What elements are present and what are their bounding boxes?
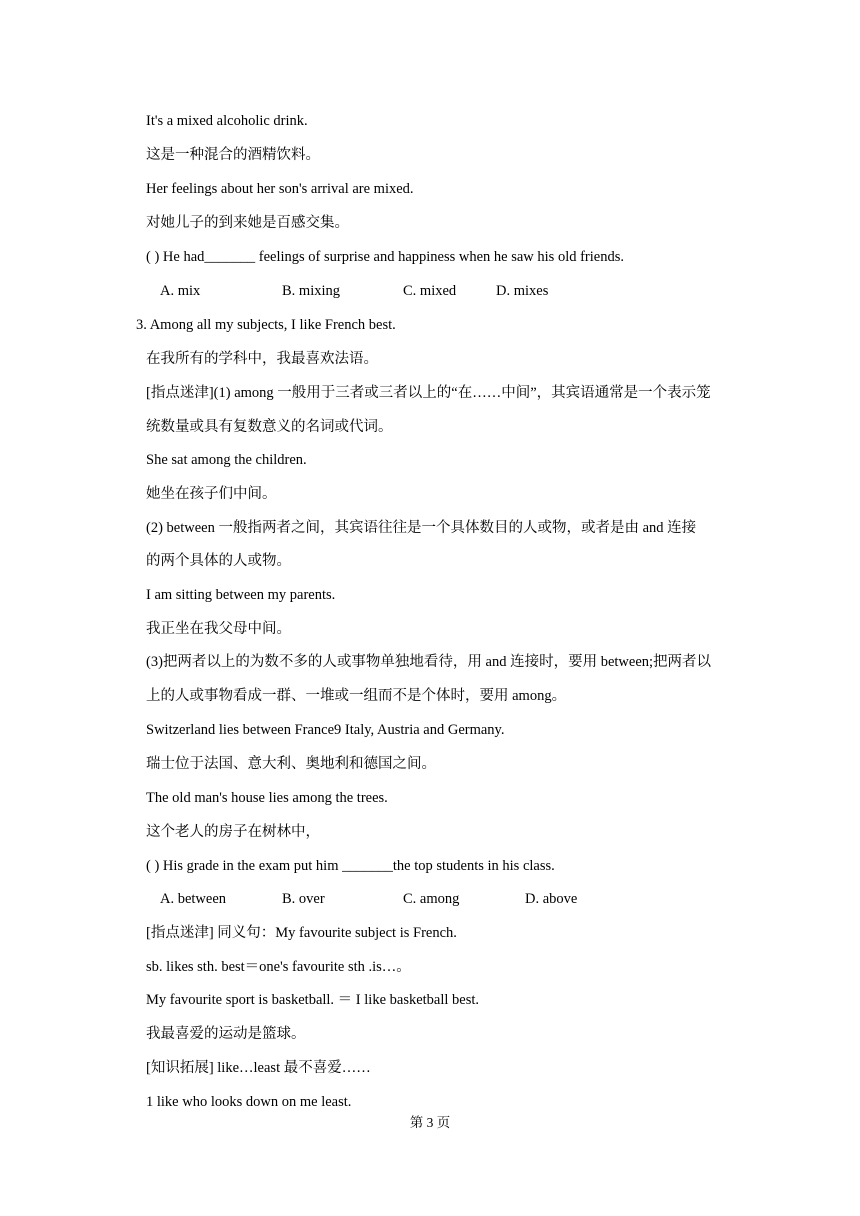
text-line: She sat among the children. bbox=[146, 452, 307, 468]
text-line: (3)把两者以上的为数不多的人或事物单独地看待，用 and 连接时，要用 between;把两者以 bbox=[146, 654, 712, 670]
text-line: [指点迷津](1) among 一般用于三者或三者以上的“在……中间”，其宾语通常是一个表示笼 bbox=[146, 385, 711, 401]
option-b: B. mixing bbox=[282, 283, 341, 299]
text-line: 这是一种混合的酒精饮料。 bbox=[146, 147, 320, 163]
question-line: ( ) He had_______ feelings of surprise and happiness when he saw his old friends. bbox=[146, 249, 624, 265]
option-a: A. mix bbox=[160, 283, 201, 299]
section-heading: 3. Among all my subjects, I like French best. bbox=[136, 317, 396, 333]
option-d: D. mixes bbox=[496, 283, 549, 299]
text-line: 对她儿子的到来她是百感交集。 bbox=[146, 215, 349, 231]
option-d: D. above bbox=[525, 891, 578, 907]
text-line: [指点迷津] 同义句：My favourite subject is French. bbox=[146, 925, 457, 941]
option-b: B. over bbox=[282, 891, 325, 907]
text-line: 我最喜爱的运动是篮球。 bbox=[146, 1026, 306, 1042]
text-line: The old man's house lies among the trees. bbox=[146, 790, 388, 806]
text-line: [知识拓展] like…least 最不喜爱…… bbox=[146, 1060, 371, 1076]
text-line: My favourite sport is basketball. ＝ I like basketball best. bbox=[146, 992, 480, 1008]
text-line: 上的人或事物看成一群、一堆或一组而不是个体时，要用 among。 bbox=[146, 688, 567, 704]
option-c: C. among bbox=[403, 891, 460, 907]
text-line: 这个老人的房子在树林中， bbox=[146, 824, 320, 840]
text-line: 瑞士位于法国、意大利、奥地利和德国之间。 bbox=[146, 756, 436, 772]
option-a: A. between bbox=[160, 891, 227, 907]
question-line: ( ) His grade in the exam put him _______the top students in his class. bbox=[146, 858, 555, 874]
text-line: sb. likes sth. best＝one's favourite sth .is…。 bbox=[146, 959, 411, 975]
text-line: 她坐在孩子们中间。 bbox=[146, 486, 277, 502]
text-line: Her feelings about her son's arrival are mixed. bbox=[146, 181, 414, 197]
text-line: I am sitting between my parents. bbox=[146, 587, 336, 603]
text-line: 统数量或具有复数意义的名词或代词。 bbox=[146, 419, 393, 435]
text-line: 的两个具体的人或物。 bbox=[146, 553, 291, 569]
text-line: 在我所有的学科中，我最喜欢法语。 bbox=[146, 351, 378, 367]
text-line: 我正坐在我父母中间。 bbox=[146, 621, 291, 637]
text-line: It's a mixed alcoholic drink. bbox=[146, 113, 308, 129]
page-number: 第 3 页 bbox=[409, 1115, 451, 1130]
text-line: 1 like who looks down on me least. bbox=[146, 1094, 352, 1110]
text-line: (2) between 一般指两者之间，其宾语往往是一个具体数目的人或物，或者是由 and 连接 bbox=[146, 520, 697, 536]
option-c: C. mixed bbox=[403, 283, 457, 299]
text-line: Switzerland lies between France9 Italy, Austria and Germany. bbox=[146, 722, 505, 738]
